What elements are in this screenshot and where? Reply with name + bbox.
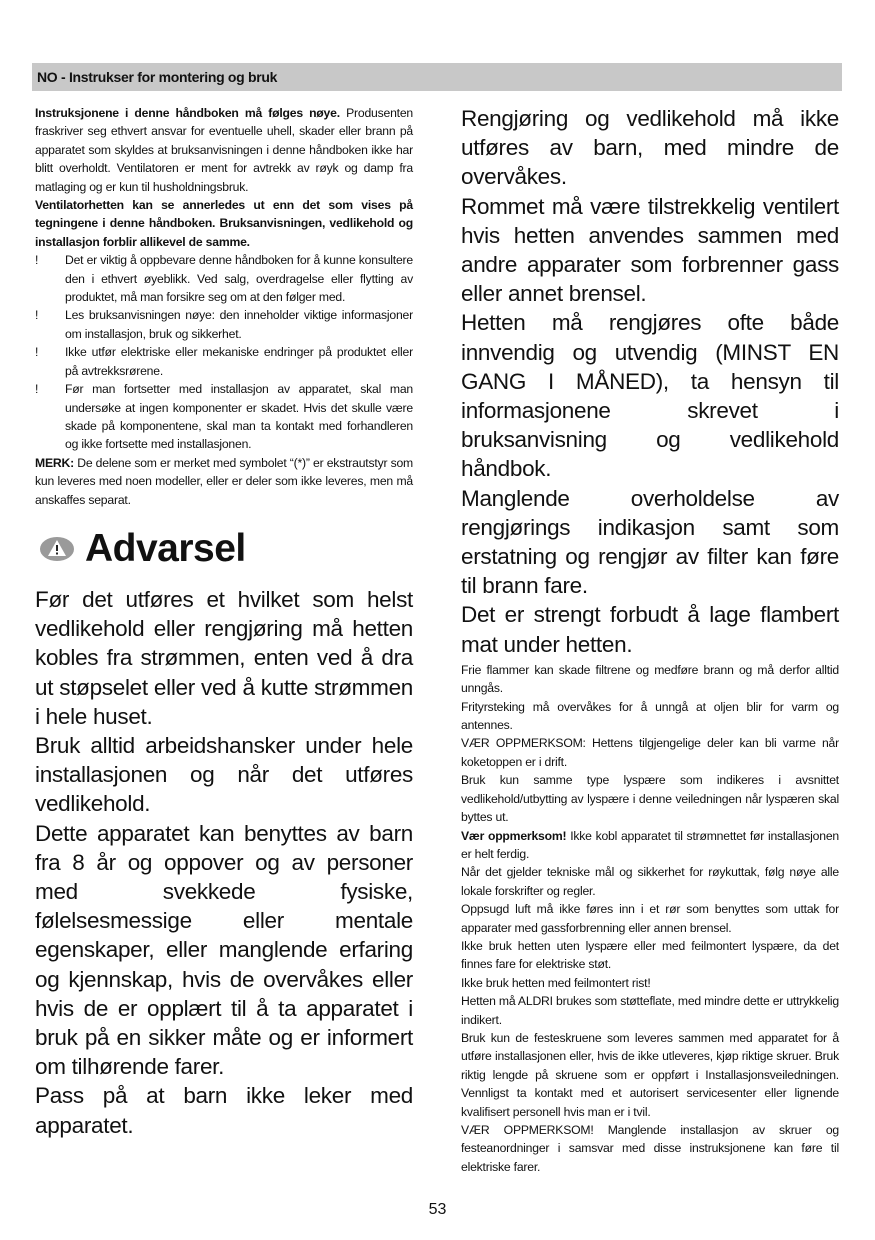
note-label: MERK: [35, 455, 74, 470]
small-paragraph: Bruk kun de festeskruene som leveres sammen med apparatet for å utføre installasjonen eller, hvis de ikke utleveres, kjøp riktige skruer. Bruk riktig lengde på skruene som er oppført i Installasjonsveiledningen. Vennligst ta kontakt med et autorisert servicesenter eller lignende kvalifisert personell hvis man er i tvil. [461, 1030, 839, 1119]
warning-text-block [35, 585, 413, 1140]
attention-text: Ikke kobl apparatet til strømnettet før installasjonen er helt ferdig. [461, 828, 839, 861]
warning-paragraph: Bruk alltid arbeidshansker under hele installasjonen og når det utføres vedlikehold. [35, 732, 413, 817]
exclamation-mark: ! [35, 382, 39, 397]
attention-paragraph [461, 827, 839, 864]
right-column [461, 104, 839, 1176]
warning-paragraph: Før det utføres et hvilket som helst vedlikehold eller rengjøring må hetten kobles fra strømmen, enten ved å dra ut støpselet eller ved å kutte strømmen i hele huset. [35, 586, 413, 729]
right-large-text-block [461, 104, 839, 659]
intro-block [35, 104, 413, 509]
small-paragraph: Når det gjelder tekniske mål og sikkerhet for røykuttak, følg nøye alle lokale forskrifter og regler. [461, 865, 839, 898]
small-paragraph: Oppsugd luft må ikke føres inn i et rør som benyttes som uttak for apparater med gassforbrenning eller annen brensel. [461, 902, 839, 935]
list-item [35, 380, 413, 454]
small-paragraph: Ikke bruk hetten uten lyspære eller med feilmontert lyspære, da det finnes fare for elektriske støt. [461, 938, 839, 972]
large-paragraph: Det er strengt forbudt å lage flambert mat under hetten. [461, 602, 839, 657]
small-paragraph: Frie flammer kan skade filtrene og medføre brann og må derfor alltid unngås. [461, 662, 839, 696]
section-header-bar [32, 63, 842, 91]
small-paragraph: Frityrsteking må overvåkes for å unngå at oljen blir for varm og antennes. [461, 699, 839, 733]
small-paragraph: Hetten må ALDRI brukes som støtteflate, med mindre dette er uttrykkelig indikert. [461, 994, 839, 1027]
exclamation-mark: ! [35, 345, 39, 360]
small-paragraph: Ikke bruk hetten med feilmontert rist! [461, 975, 651, 990]
intro-bold: Instruksjonene i denne håndboken må følges nøye. [35, 106, 340, 120]
large-paragraph: Rengjøring og vedlikehold må ikke utføres av barn, med mindre de overvåkes. [461, 106, 839, 190]
small-paragraph: Bruk kun samme type lyspære som indikeres i avsnittet vedlikehold/utbytting av lyspære i denne veiledningen når lyspæren skal byttes ut. [461, 773, 839, 825]
notice-paragraph: Ventilatorhetten kan se annerledes ut enn det som vises på tegningene i denne håndboken. Bruksanvisningen, vedlikehold og installasjon forblir allikevel de samme. [35, 198, 413, 249]
list-item-text: Ikke utfør elektriske eller mekaniske endringer på produktet eller på avtrekksrørene. [65, 345, 413, 378]
list-item-text: Det er viktig å oppbevare denne håndboken for å kunne konsultere den i ethvert øyeblikk. Ved salg, overdragelse eller flytting av produktet, må man forsikre seg om at den følger med. [65, 253, 413, 305]
list-item-text: Før man fortsetter med installasjon av apparatet, skal man undersøke at ingen komponenter er skadet. Hvis det skulle være skade på komponentene, skal man ta kontakt med forhandleren og ikke fortsette med installasjonen. [65, 382, 413, 452]
left-column [35, 104, 413, 1140]
warning-icon [39, 536, 75, 562]
list-item [35, 343, 413, 380]
intro-text: Produsenten fraskriver seg ethvert ansvar for eventuelle uhell, skader eller brann på apparatet som skyldes at bruksanvisningen i denne håndboken ikke har blitt overholdt. Ventilatoren er ment for avtrekk av røyk og damp fra matlaging og er kun til husholdningsbruk. [35, 106, 413, 194]
intro-paragraph [35, 104, 413, 196]
attention-label: Vær oppmerksom! [461, 828, 567, 843]
warning-title: Advarsel [85, 526, 246, 570]
page-number: 53 [428, 1201, 447, 1218]
small-paragraph: VÆR OPPMERKSOM! Manglende installasjon av skruer og festeanordninger i samsvar med disse instruksjonene kan føre til elektriske farer. [461, 1123, 839, 1174]
exclamation-mark: ! [35, 253, 39, 268]
warning-heading [35, 523, 413, 575]
large-paragraph: Manglende overholdelse av rengjørings indikasjon samt som erstatning og rengjør av filter kan føre til brann fare. [461, 485, 839, 599]
small-paragraph: VÆR OPPMERKSOM: Hettens tilgjengelige deler kan bli varme når koketoppen er i drift. [461, 736, 839, 769]
large-paragraph: Hetten må rengjøres ofte både innvendig og utvendig (MINST EN GANG I MÅNED), ta hensyn til informasjonene skrevet i bruksanvisning og vedlikehold håndbok. [461, 310, 839, 482]
section-header-title: NO - Instrukser for montering og bruk [37, 69, 278, 85]
list-item-text: Les bruksanvisningen nøye: den inneholder viktige informasjoner om installasjon, bruk og sikkerhet. [65, 308, 413, 341]
exclamation-mark: ! [35, 308, 39, 323]
warning-paragraph: Pass på at barn ikke leker med apparatet. [35, 1083, 413, 1138]
list-item [35, 306, 413, 343]
note-paragraph [35, 454, 413, 509]
note-text: De delene som er merket med symbolet “(*)” er ekstrautstyr som kun leveres med noen modeller, eller er deler som ikke leveres, men må anskaffes separat. [35, 455, 414, 507]
large-paragraph: Rommet må være tilstrekkelig ventilert hvis hetten anvendes sammen med andre apparater som forbrenner gass eller annet brensel. [461, 193, 839, 307]
right-small-text-block [461, 661, 839, 1176]
warning-paragraph: Dette apparatet kan benyttes av barn fra 8 år og oppover og av personer med svekkede fysiske, følelsesmessige eller mentale egenskaper, eller manglende erfaring og kjennskap, hvis de overvåkes eller hvis de er opplært til å ta apparatet i bruk på en sikker måte og er informert om tilhørende farer. [35, 820, 413, 1080]
list-item [35, 251, 413, 306]
